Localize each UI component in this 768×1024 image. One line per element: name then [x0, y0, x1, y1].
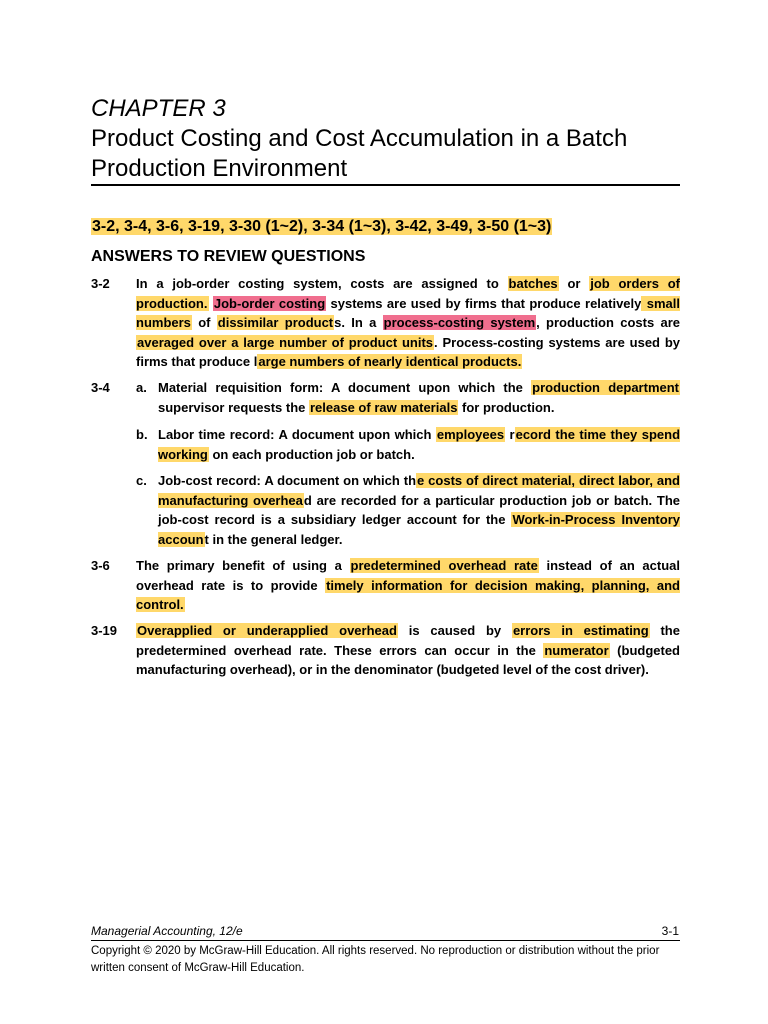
footer-page-number: 3-1 [661, 924, 679, 938]
assignment-list [91, 216, 552, 238]
answer-text: supervisor requests the [158, 399, 309, 415]
highlight: numerator [544, 642, 609, 658]
highlight: timely information for decision making, planning, and control. [136, 577, 681, 612]
sub-letter: b. [136, 427, 148, 442]
answer-text: the predetermined overhead rate. These errors can occur in the [136, 623, 680, 658]
chapter-title: Product Costing and Cost Accumulation in a Batch Production Environment [91, 125, 628, 182]
answer-text: is caused by [397, 623, 512, 638]
highlight: batches [508, 276, 558, 291]
answer-text: of [191, 315, 217, 330]
highlight-pink: process-costing system [383, 315, 536, 330]
answer-text: d are recorded for a particular production job or batch. The job-cost record is a subsidiary ledger account for the [158, 492, 680, 527]
sub-answer-text [158, 378, 680, 417]
section-heading: ANSWERS TO REVIEW QUESTIONS [91, 248, 366, 265]
question-answer [136, 621, 680, 680]
highlight: dissimilar product [217, 315, 334, 330]
sub-letter: a. [136, 380, 147, 395]
question-number: 3-6 [91, 558, 110, 573]
highlight: averaged over a large number of product units [137, 334, 434, 350]
answer-text: (budgeted manufacturing overhead), or in the denominator (budgeted level of the cost driver). [136, 642, 680, 677]
answer-text: Job-cost record: A document on which th [158, 473, 417, 488]
question-number: 3-2 [91, 276, 110, 291]
answer-text: Material requisition form: A document upon which the [158, 380, 532, 395]
sub-letter: c. [136, 473, 147, 488]
answer-text: , production costs are [536, 315, 680, 330]
title-divider [91, 184, 680, 186]
highlight: production department [532, 380, 680, 395]
footer-book-title: Managerial Accounting, 12/e [91, 924, 243, 938]
answer-text: or [558, 276, 590, 291]
answer-text: In a job-order costing system, costs are assigned to [136, 276, 508, 291]
question-number: 3-4 [91, 380, 110, 395]
highlight: e costs of direct material, direct labor, and manufacturing overhea [158, 473, 680, 508]
question-answer [136, 556, 680, 615]
answer-text: The primary benefit of using a [136, 558, 350, 573]
answer-text: instead of an actual overhead rate is to provide [136, 558, 680, 593]
answer-text: on each production job or batch. [208, 446, 415, 462]
assignment-highlight: 3-2, 3-4, 3-6, 3-19, 3-30 (1~2), 3-34 (1~3), 3-42, 3-49, 3-50 (1~3) [92, 218, 552, 235]
highlight: small numbers [136, 295, 680, 330]
answer-text: r [505, 427, 515, 442]
question-number: 3-19 [91, 623, 118, 638]
highlight: errors in estimating [512, 623, 649, 638]
highlight: employees [436, 427, 505, 442]
highlight-pink: Job-order costing [213, 295, 326, 311]
highlight: release of raw materials [310, 399, 458, 415]
chapter-label: CHAPTER 3 [91, 95, 226, 122]
highlight: predetermined overhead rate [350, 558, 538, 573]
footer-divider [91, 940, 680, 941]
highlight: Work-in-Process Inventory accoun [158, 512, 680, 547]
answer-text: s. In a [334, 315, 383, 330]
answer-text: . Process-costing systems are used by firms that produce l [136, 334, 680, 369]
answer-text: t in the general ledger. [204, 531, 343, 547]
answer-text: Labor time record: A document upon which [158, 427, 436, 442]
sub-answer-text [158, 471, 680, 549]
highlight: ecord the time they spend working [158, 427, 681, 462]
answer-text: systems are used by firms that produce relatively [326, 295, 642, 311]
question-answer [136, 274, 680, 372]
sub-answer-text [158, 425, 680, 464]
answer-text: for production. [458, 399, 555, 415]
highlight: job orders of production. [136, 276, 680, 311]
highlight: Overapplied or underapplied overhead [137, 623, 397, 638]
highlight: arge numbers of nearly identical products. [258, 354, 522, 369]
copyright-notice: Copyright © 2020 by McGraw-Hill Education. All rights reserved. No reproduction or distribution without the prior written consent of McGraw-Hill Education. [91, 945, 660, 974]
